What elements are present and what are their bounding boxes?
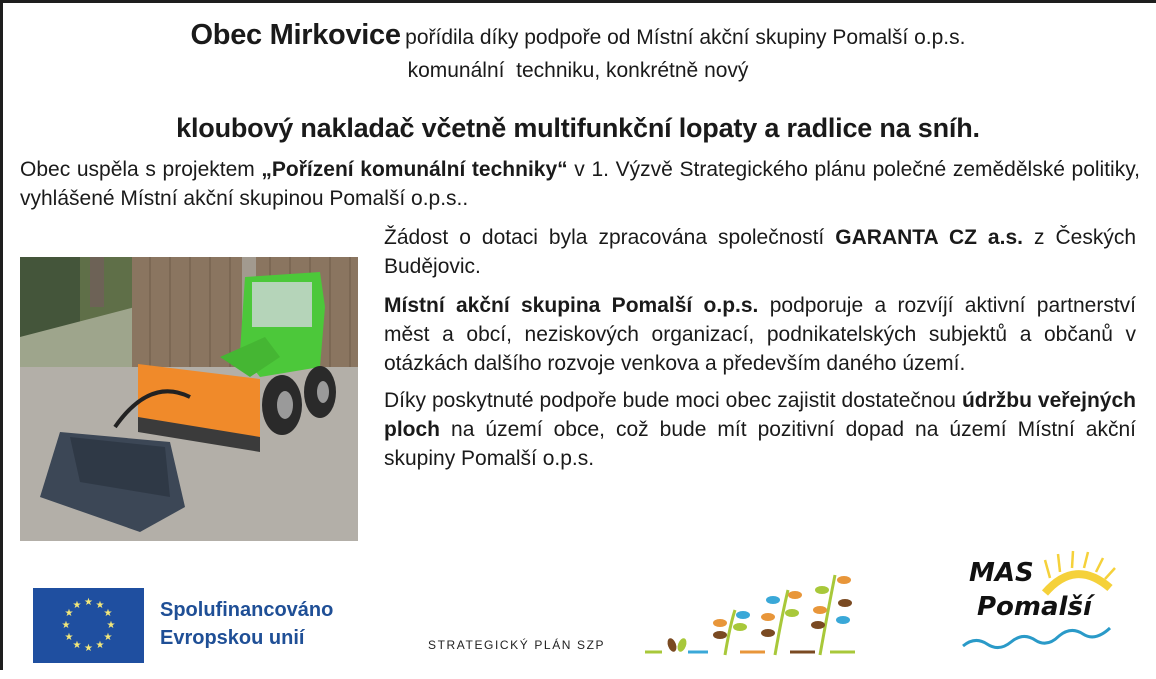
application-paragraph [384,223,1136,281]
mas-name: Místní akční skupina Pomalší o.p.s. [384,294,759,317]
header-line-1-rest: pořídila díky podpoře od Místní akční skupiny Pomalší o.p.s. [405,26,966,49]
header-line-1 [0,18,1156,57]
eu-cofinanced-label [160,596,333,652]
benefit-text-post: na území obce, což bude mít pozitivní dopad na území Místní akční skupiny Pomalší o.p.s. [384,418,1136,470]
svg-text:★: ★ [61,620,71,631]
application-text-post: z Českých Budějovic. [384,226,1137,278]
benefit-paragraph [384,386,1136,473]
mas-pomalsi-logo [955,548,1120,658]
intro-text-pre: Obec uspěla s projektem [20,158,262,181]
svg-text:★: ★ [72,600,82,611]
svg-text:★: ★ [106,620,116,631]
eu-label-line-2: Evropskou unií [160,627,305,649]
szp-sprouts-logo [640,565,860,660]
svg-text:★: ★ [103,632,113,643]
intro-paragraph [20,155,1140,213]
eu-stars-icon [33,588,144,663]
right-column-text [384,223,1136,481]
mas-paragraph [384,291,1136,378]
svg-text:★: ★ [95,600,105,611]
eu-label-line-1: Spolufinancováno [160,599,334,621]
eu-flag-logo [33,588,144,663]
application-text-pre: Žádost o dotaci byla zpracována společností [384,226,836,249]
intro-text-post: v 1. Výzvě Strategického plánu polečné zemědělské politiky, vyhlášené Místní akční skupinou Pomalší o.p.s.. [20,158,1140,210]
benefit-text-pre: Díky poskytnuté podpoře bude moci obec zajistit dostatečnou [384,389,962,412]
szp-label: STRATEGICKÝ PLÁN SZP [428,638,606,652]
header-line-2: komunální techniku, konkrétně nový [407,59,749,82]
company-name: GARANTA CZ a.s. [835,226,1023,249]
pomalsi-label: Pomalší [977,592,1092,622]
benefit-highlight: údržbu veřejných ploch [384,389,1136,441]
headline: kloubový nakladač včetně multifunkční lopaty a radlice na sníh. [176,113,980,143]
svg-text:★: ★ [103,608,113,619]
svg-text:★: ★ [84,643,93,654]
sprouts-icon [640,565,860,660]
svg-text:★: ★ [84,597,93,608]
svg-text:★: ★ [72,640,82,651]
municipality-name: Obec Mirkovice [190,19,401,51]
frame-left-border [0,0,3,670]
mas-text: podporuje a rozvíjí aktivní partnerství měst a obcí, neziskových organizací, podnikatelských subjektů a občanů v otázkách dalšího rozvoje venkova a především daného území. [384,294,1137,375]
project-name: „Pořízení komunální techniky“ [261,158,568,181]
svg-text:★: ★ [64,632,74,643]
loader-photo [20,257,358,541]
mas-label: MAS [969,558,1034,588]
svg-text:★: ★ [95,640,105,651]
frame-top-border [0,0,1156,3]
loader-photo-illustration [20,257,358,541]
svg-text:★: ★ [64,608,74,619]
